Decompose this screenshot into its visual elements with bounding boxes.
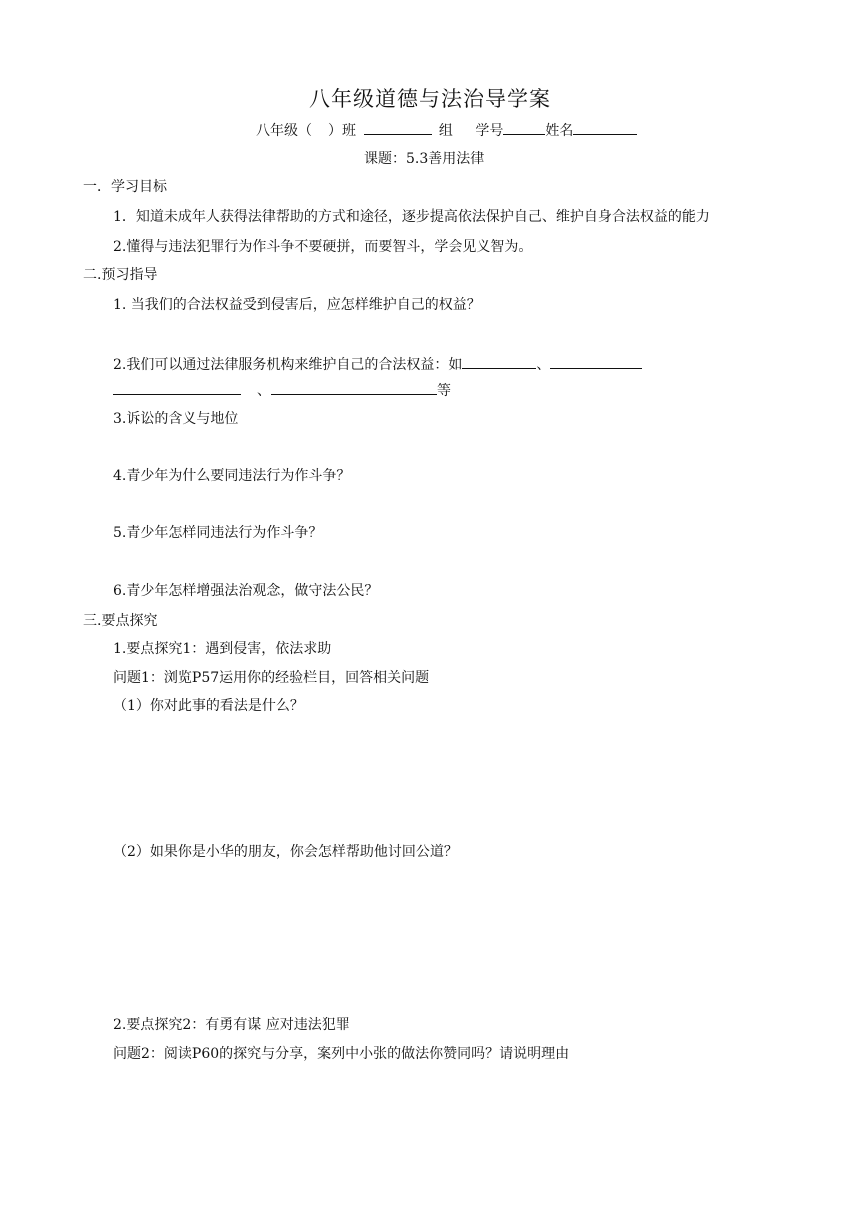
- preview-question-6: 6.青少年怎样增强法治观念，做守法公民？: [113, 583, 379, 599]
- etc-label: 等: [437, 383, 451, 399]
- separator: 、: [536, 357, 551, 373]
- section-heading-explore: 三.要点探究: [83, 613, 158, 629]
- preview-question-4: 4.青少年为什么要同违法行为作斗争？: [113, 468, 351, 484]
- answer-blank-2[interactable]: [550, 354, 642, 369]
- answer-blank-4[interactable]: [271, 380, 437, 395]
- section-heading-preview: 二.预习指导: [83, 267, 158, 283]
- topic-line: 课题：5.3善用法律: [364, 151, 485, 167]
- explore-problem-2: 问题2：阅读P60的探究与分享，案列中小张的做法你赞同吗？请说明理由: [113, 1046, 570, 1062]
- answer-blank-1[interactable]: [462, 354, 536, 369]
- group-blank[interactable]: [364, 120, 432, 135]
- section-heading-goals: 一．学习目标: [83, 179, 167, 195]
- grade-label: 八年级（: [256, 123, 312, 139]
- separator: 、: [257, 383, 271, 399]
- preview-question-3: 3.诉讼的含义与地位: [113, 411, 239, 427]
- group-label: 组: [438, 123, 453, 139]
- student-no-label: 学号: [475, 123, 504, 139]
- name-blank[interactable]: [573, 120, 637, 135]
- page-title: 八年级道德与法治导学案: [309, 87, 551, 111]
- explore-point-1: 1.要点探究1：遇到侵害，依法求助: [113, 641, 332, 657]
- goal-item-1: 1．知道未成年人获得法律帮助的方式和途径，逐步提高依法保护自己、维护自身合法权益的能力: [113, 209, 710, 225]
- class-label: ）班: [328, 123, 356, 139]
- preview-question-5: 5.青少年怎样同违法行为作斗争？: [113, 525, 323, 541]
- student-no-blank[interactable]: [503, 120, 545, 135]
- explore-problem-1: 问题1：浏览P57运用你的经验栏目，回答相关问题: [113, 670, 430, 686]
- explore-point-2: 2.要点探究2：有勇有谋 应对违法犯罪: [113, 1017, 350, 1033]
- preview-question-2-cont: [113, 380, 451, 400]
- explore-subquestion-1: （1）你对此事的看法是什么？: [113, 698, 304, 714]
- class-info-line: [256, 120, 637, 140]
- preview-question-2: [113, 354, 642, 374]
- question-2-text: 2.我们可以通过法律服务机构来维护自己的合法权益：如: [113, 357, 463, 373]
- explore-subquestion-2: （2）如果你是小华的朋友，你会怎样帮助他讨回公道？: [113, 844, 458, 860]
- goal-item-2: 2.懂得与违法犯罪行为作斗争不要硬拼，而要智斗，学会见义智为。: [113, 239, 533, 255]
- name-label: 姓名: [545, 123, 574, 139]
- preview-question-1: 1. 当我们的合法权益受到侵害后，应怎样维护自己的权益？: [113, 297, 481, 313]
- answer-blank-3[interactable]: [113, 380, 241, 395]
